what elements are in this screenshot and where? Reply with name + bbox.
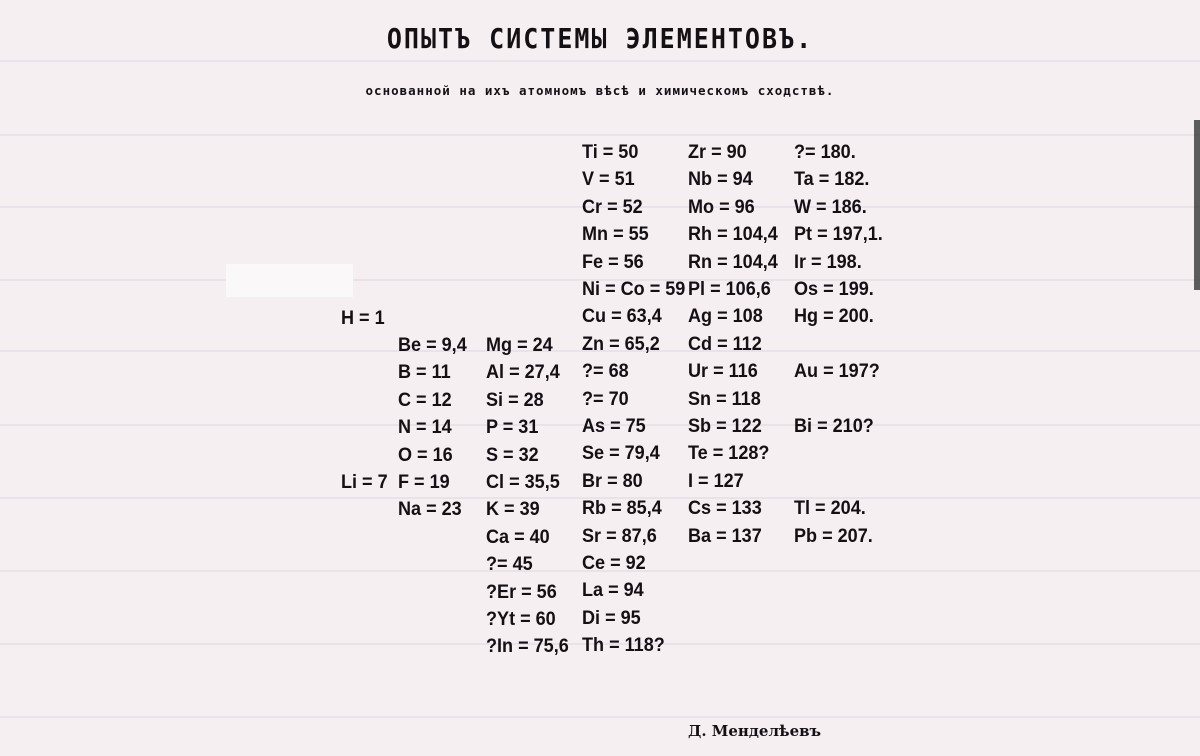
paper-patch [226, 264, 353, 297]
element-entry: Th = 118? [582, 635, 665, 656]
element-entry: Li = 7 [341, 472, 388, 493]
page-edge-shadow [1194, 120, 1200, 290]
element-entry: ?= 180. [794, 142, 856, 163]
element-entry: S = 32 [486, 445, 539, 466]
element-entry: Al = 27,4 [486, 362, 560, 383]
element-entry: Fe = 56 [582, 252, 644, 273]
signature: Д. Менделѣевъ [688, 722, 822, 740]
element-entry: Nb = 94 [688, 169, 753, 190]
element-entry: Tl = 204. [794, 498, 866, 519]
element-entry: ?Yt = 60 [486, 609, 556, 630]
element-entry: La = 94 [582, 580, 644, 601]
element-entry: C = 12 [398, 390, 452, 411]
element-entry: V = 51 [582, 169, 635, 190]
element-entry: Ur = 116 [688, 361, 758, 382]
page-title: ОПЫТЪ СИСТЕМЫ ЭЛЕМЕНТОВЪ. [386, 22, 814, 55]
element-entry: Ta = 182. [794, 169, 870, 190]
element-entry: ?In = 75,6 [486, 636, 569, 657]
element-entry: Mo = 96 [688, 197, 755, 218]
element-entry: N = 14 [398, 417, 452, 438]
element-entry: Sr = 87,6 [582, 526, 657, 547]
element-entry: Mg = 24 [486, 335, 553, 356]
element-entry: Ti = 50 [582, 142, 639, 163]
element-entry: H = 1 [341, 308, 385, 329]
element-entry: Cu = 63,4 [582, 306, 662, 327]
element-entry: Ir = 198. [794, 252, 862, 273]
element-entry: I = 127 [688, 471, 744, 492]
element-entry: Zn = 65,2 [582, 334, 660, 355]
element-entry: Di = 95 [582, 608, 641, 629]
element-entry: Si = 28 [486, 390, 544, 411]
element-entry: Sn = 118 [688, 389, 761, 410]
element-entry: Te = 128? [688, 443, 770, 464]
element-entry: Cl = 35,5 [486, 472, 560, 493]
element-entry: Au = 197? [794, 361, 880, 382]
element-entry: Rb = 85,4 [582, 498, 662, 519]
element-entry: Rh = 104,4 [688, 224, 778, 245]
element-entry: Pb = 207. [794, 526, 873, 547]
element-entry: Rn = 104,4 [688, 252, 778, 273]
element-entry: Ca = 40 [486, 527, 550, 548]
element-entry: Hg = 200. [794, 306, 874, 327]
element-entry: Ce = 92 [582, 553, 646, 574]
element-entry: Pt = 197,1. [794, 224, 883, 245]
element-entry: ?Er = 56 [486, 582, 557, 603]
element-entry: Bi = 210? [794, 416, 874, 437]
element-entry: B = 11 [398, 362, 451, 383]
element-entry: Cr = 52 [582, 197, 643, 218]
element-entry: Mn = 55 [582, 224, 649, 245]
element-entry: Se = 79,4 [582, 443, 660, 464]
element-entry: Be = 9,4 [398, 335, 467, 356]
element-entry: Cs = 133 [688, 498, 762, 519]
element-entry: Pl = 106,6 [688, 279, 771, 300]
element-entry: Cd = 112 [688, 334, 762, 355]
element-entry: F = 19 [398, 472, 450, 493]
element-entry: ?= 70 [582, 389, 629, 410]
element-entry: Zr = 90 [688, 142, 747, 163]
element-entry: Sb = 122 [688, 416, 762, 437]
element-entry: As = 75 [582, 416, 646, 437]
element-entry: Na = 23 [398, 499, 462, 520]
element-entry: K = 39 [486, 499, 540, 520]
element-entry: ?= 68 [582, 361, 629, 382]
page-subtitle: основанной на ихъ атомномъ вѣсѣ и химическомъ сходствѣ. [365, 83, 835, 98]
element-entry: O = 16 [398, 445, 453, 466]
element-entry: Br = 80 [582, 471, 643, 492]
element-entry: W = 186. [794, 197, 867, 218]
element-entry: P = 31 [486, 417, 539, 438]
element-entry: Os = 199. [794, 279, 874, 300]
element-entry: Ag = 108 [688, 306, 763, 327]
element-entry: Ba = 137 [688, 526, 762, 547]
element-entry: ?= 45 [486, 554, 533, 575]
element-entry: Ni = Co = 59 [582, 279, 686, 300]
